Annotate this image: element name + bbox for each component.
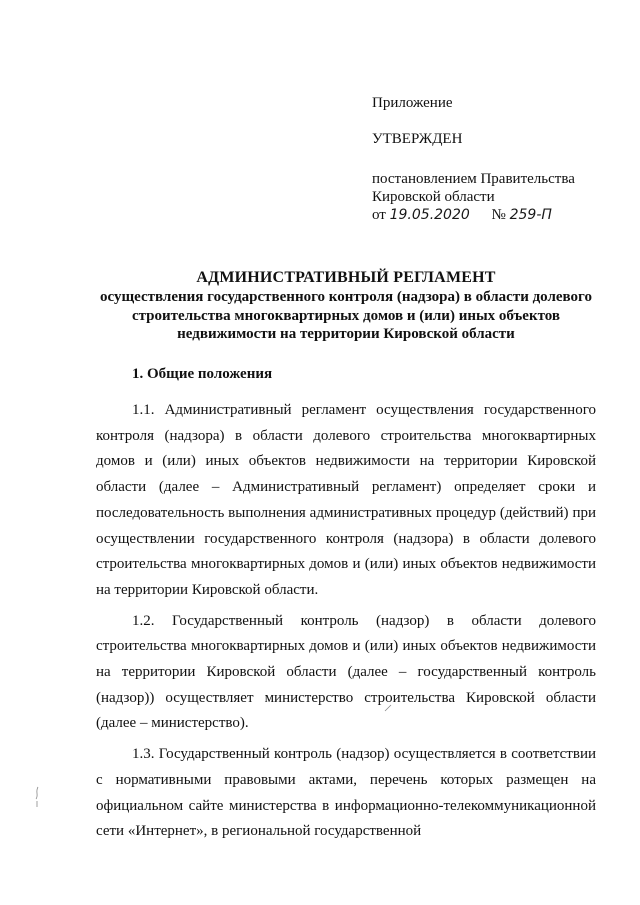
document-title: АДМИНИСТРАТИВНЫЙ РЕГЛАМЕНТ [196, 269, 496, 286]
handwritten-number: 259-П [509, 207, 552, 223]
margin-mark [32, 786, 42, 808]
body-text [96, 398, 596, 845]
paragraph-1-3: 1.3. Государственный контроль (надзор) осуществляется в соответствии с нормативными правовыми актами, перечень которых размещен на официальном сайте министерства в информационно-телекоммуникационной сети «Интернет», в региональной государственной [96, 746, 596, 840]
number-label: № [491, 207, 506, 223]
approval-block [372, 94, 622, 224]
date-prefix: от [372, 207, 386, 223]
decree-line-1: постановлением Правительства [372, 171, 575, 187]
handwritten-date: 19.05.2020 [389, 207, 470, 223]
approved-label: УТВЕРЖДЕН [372, 131, 463, 147]
document-subtitle: осуществления государственного контроля (надзора) в области долевого строительства многоквартирных домов и (или) иных объектов недвижимости на территории Кировской области [100, 289, 592, 342]
pen-tick-mark [384, 704, 392, 712]
decree-date-number [372, 206, 622, 224]
document-title-block [96, 268, 596, 344]
appendix-label: Приложение [372, 95, 453, 111]
section-heading: 1. Общие положения [132, 366, 273, 382]
paragraph-1-1: 1.1. Административный регламент осуществления государственного контроля (надзора) в области долевого строительства многоквартирных домов и (или) иных объектов недвижимости на территории Кировской области (далее – Административный регламент) определяет сроки и последовательность выполнения административных процедур (действий) при осуществлении государственного контроля (надзора) в области долевого строительства многоквартирных домов и (или) иных объектов недвижимости на территории Кировской области. [96, 402, 596, 598]
decree-line-2: Кировской области [372, 189, 495, 205]
paragraph-1-2: 1.2. Государственный контроль (надзор) в области долевого строительства многоквартирных домов и (или) иных объектов недвижимости на территории Кировской области (далее – государственный контроль (надзор)) осуществляет министерство строительства Кировской области (далее – министерство). [96, 612, 596, 732]
